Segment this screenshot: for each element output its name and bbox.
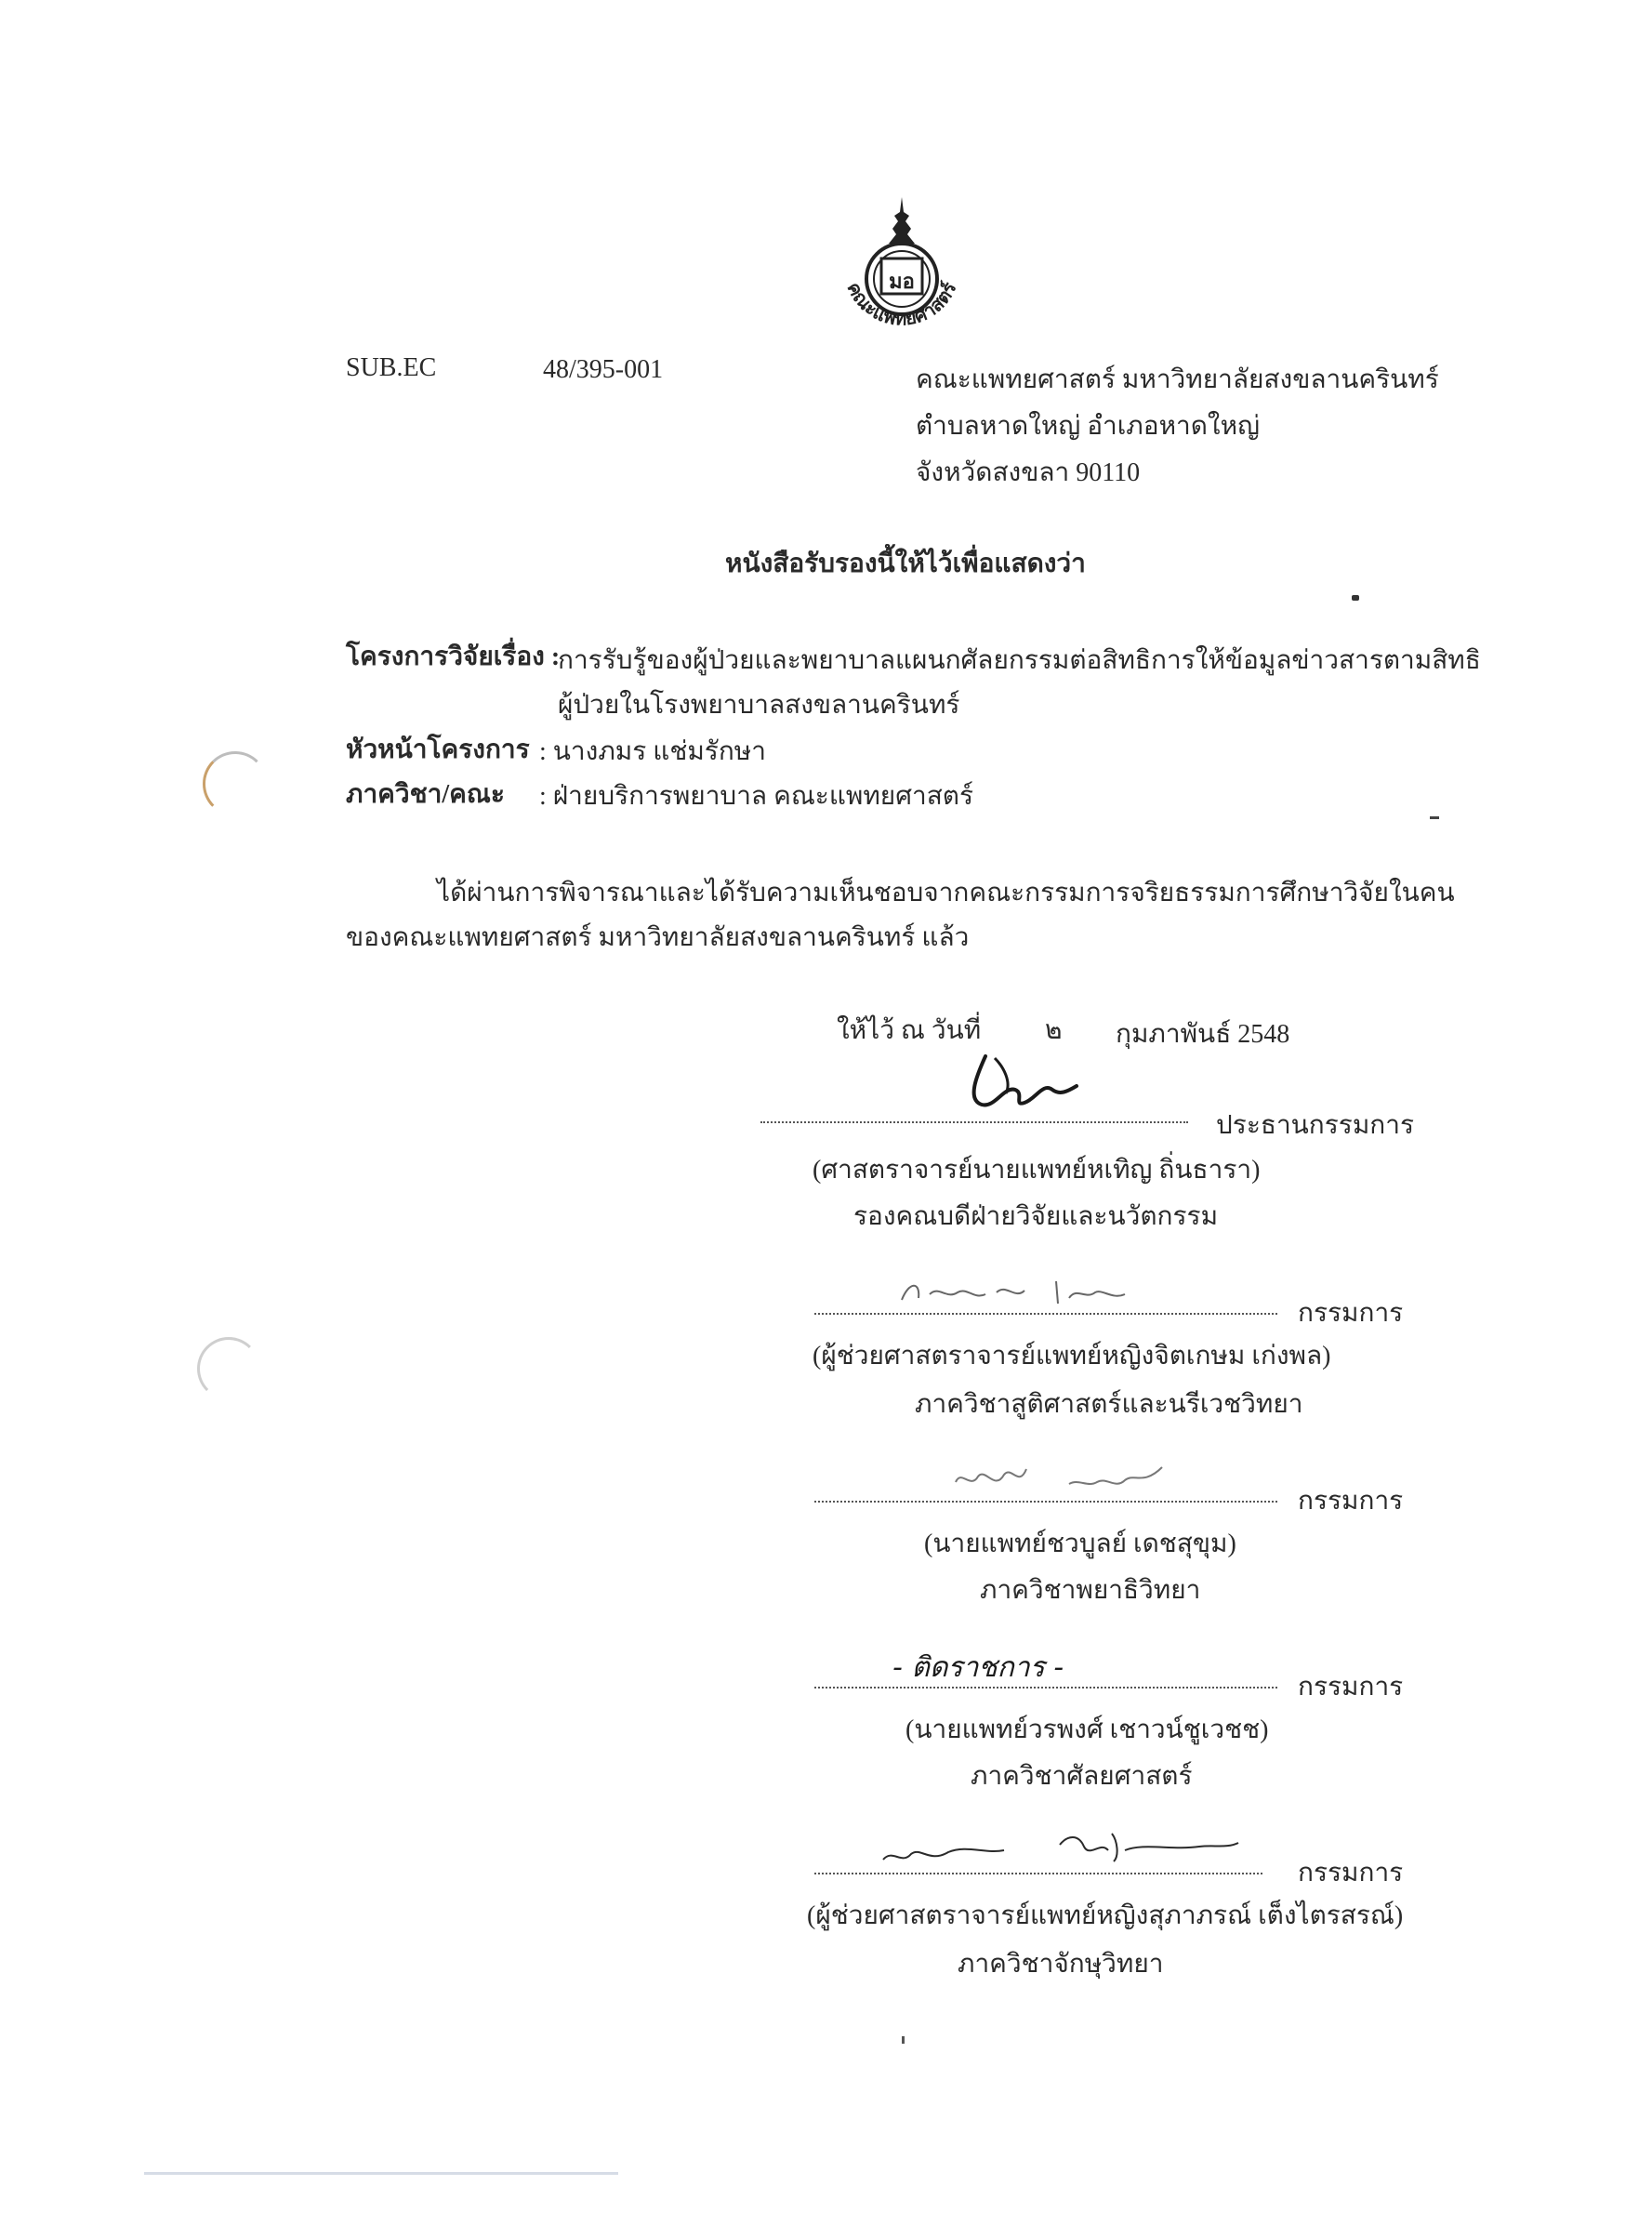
signatory-3-position: ภาควิชาพยาธิวิทยา xyxy=(980,1576,1201,1605)
dept-value: : ฝ่ายบริการพยาบาล คณะแพทยศาสตร์ xyxy=(539,782,974,811)
signatory-2-position: ภาควิชาสูติศาสตร์และนรีเวชวิทยา xyxy=(915,1390,1303,1419)
punch-hole-top xyxy=(203,751,268,816)
signature-member-5 xyxy=(874,1822,1246,1873)
faculty-logo xyxy=(818,193,985,351)
body-line-2: ของคณะแพทยศาสตร์ มหาวิทยาลัยสงขลานครินทร์ แล้ว xyxy=(346,923,970,952)
ref-code: SUB.EC xyxy=(346,353,437,382)
project-label: โครงการวิจัยเรื่อง : xyxy=(346,642,561,671)
seal-text: มอ xyxy=(889,271,915,294)
body-line-1: ได้ผ่านการพิจารณาและได้รับความเห็นชอบจากคณะกรรมการจริยธรรมการศึกษาวิจัยในคน xyxy=(437,879,1455,907)
scan-speck-2 xyxy=(1430,816,1439,819)
signatory-1-position: รองคณบดีฝ่ายวิจัยและนวัตกรรม xyxy=(853,1202,1219,1231)
scan-speck-1 xyxy=(1352,595,1359,601)
project-value-line1: การรับรู้ของผู้ป่วยและพยาบาลแผนกศัลยกรรมต่อสิทธิการให้ข้อมูลข่าวสารตามสิทธิ xyxy=(558,646,1481,675)
project-value-line2: ผู้ป่วยในโรงพยาบาลสงขลานครินทร์ xyxy=(558,691,960,720)
role-4: กรรมการ xyxy=(1298,1673,1404,1702)
date-prefix: ให้ไว้ ณ วันที่ xyxy=(837,1016,982,1045)
dept-label: ภาควิชา/คณะ xyxy=(346,780,505,809)
signatory-5-position: ภาควิชาจักษุวิทยา xyxy=(958,1950,1164,1979)
bottom-scan-line xyxy=(144,2172,618,2175)
signature-line-1 xyxy=(760,1121,1188,1123)
role-2: กรรมการ xyxy=(1298,1299,1404,1328)
ref-number: 48/395-001 xyxy=(543,355,664,384)
head-value: : นางภมร แช่มรักษา xyxy=(539,737,766,766)
page-title: หนังสือรับรองนี้ให้ไว้เพื่อแสดงว่า xyxy=(725,550,1086,578)
signatory-4-position: ภาควิชาศัลยศาสตร์ xyxy=(971,1762,1193,1791)
signature-chairman xyxy=(958,1049,1088,1114)
signatory-5-name: (ผู้ช่วยศาสตราจารย์แพทย์หญิงสุภาภรณ์ เต็งไตรสรณ์) xyxy=(807,1901,1404,1930)
signatory-4-name: (นายแพทย์วรพงศ์ เชาวน์ชูเวชช) xyxy=(905,1715,1269,1744)
handwritten-note-4: - ติดราชการ - xyxy=(892,1651,1064,1684)
signature-line-2 xyxy=(814,1313,1277,1315)
signature-line-5 xyxy=(814,1873,1262,1874)
role-3: กรรมการ xyxy=(1298,1487,1404,1516)
scan-speck-3 xyxy=(902,2036,905,2044)
signatory-2-name: (ผู้ช่วยศาสตราจารย์แพทย์หญิงจิตเกษม เก่งพล) xyxy=(813,1342,1331,1371)
signature-member-3 xyxy=(948,1460,1171,1501)
signatory-3-name: (นายแพทย์ชวบูลย์ เดชสุขุม) xyxy=(924,1530,1236,1558)
date-day: ๒ xyxy=(1045,1016,1063,1045)
address-line-3: จังหวัดสงขลา 90110 xyxy=(916,458,1141,487)
role-1: ประธานกรรมการ xyxy=(1216,1111,1415,1140)
role-5: กรรมการ xyxy=(1298,1859,1404,1887)
address-line-1: คณะแพทยศาสตร์ มหาวิทยาลัยสงขลานครินทร์ xyxy=(916,365,1439,394)
head-label: หัวหน้าโครงการ xyxy=(346,735,530,764)
signatory-1-name: (ศาสตราจารย์นายแพทย์หเทิญ ถิ่นธารา) xyxy=(813,1156,1261,1185)
signature-member-2 xyxy=(892,1272,1153,1315)
punch-hole-bottom xyxy=(197,1337,260,1400)
signature-line-4 xyxy=(814,1687,1277,1689)
logo-arc-text: คณะแพทยศาสตร์ xyxy=(842,278,961,330)
signature-line-3 xyxy=(814,1501,1277,1503)
date-month-year: กุมภาพันธ์ 2548 xyxy=(1116,1020,1290,1049)
address-line-2: ตำบลหาดใหญ่ อำเภอหาดใหญ่ xyxy=(916,412,1260,441)
